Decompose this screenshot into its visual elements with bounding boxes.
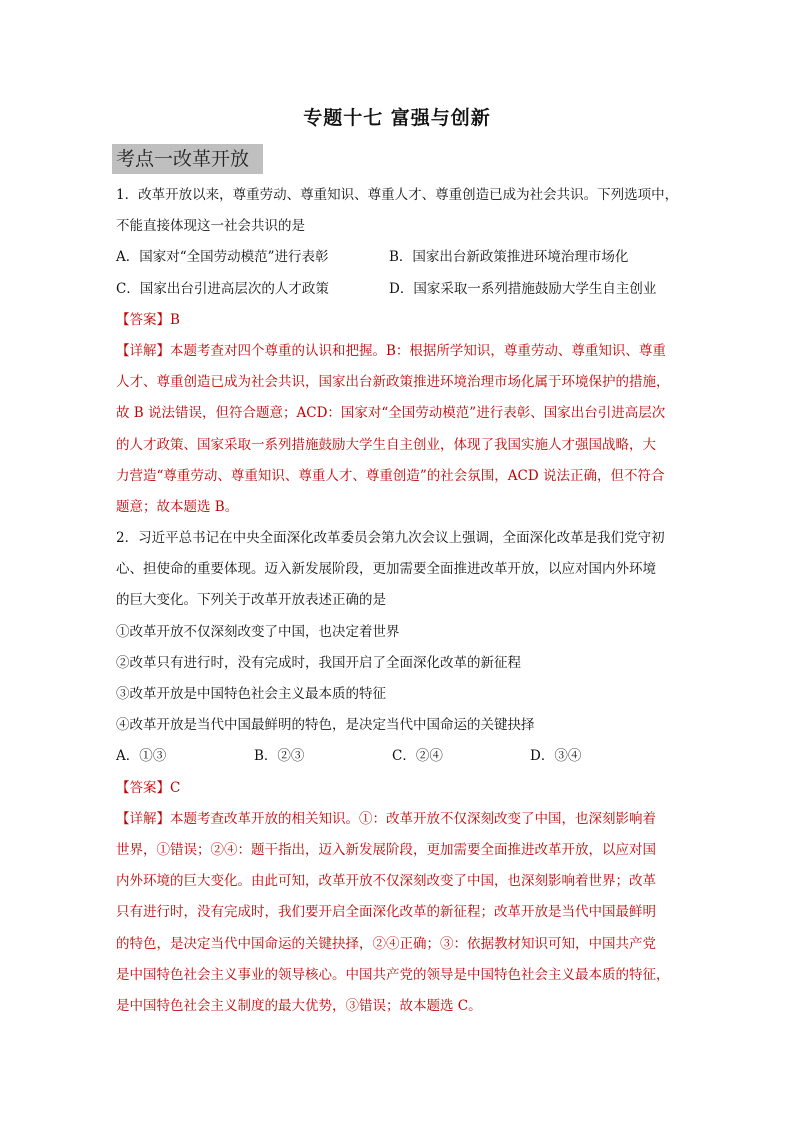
answer-value: B bbox=[170, 311, 180, 328]
q2-statement: ①改革开放不仅深刻改变了中国，也决定着世界 bbox=[116, 623, 400, 640]
q1-detail-line bbox=[116, 336, 686, 367]
q2-stem-line: 2．习近平总书记在中央全面深化改革委员会第九次会议上强调，全面深化改革是我们党守初 bbox=[116, 530, 665, 547]
q2-option-d: D．③④ bbox=[530, 748, 582, 765]
page-title: 专题十七 富强与创新 bbox=[303, 107, 491, 129]
answer-tag: 【答案】 bbox=[116, 311, 170, 328]
detail-text: 本题考查对四个尊重的认识和把握。B：根据所学知识，尊重劳动、尊重知识、尊重 bbox=[170, 342, 666, 359]
q1-option-b: B．国家出台新政策推进环境治理市场化 bbox=[389, 249, 629, 266]
q2-detail-line: 是中国特色社会主义事业的领导核心。中国共产党的领导是中国特色社会主义最本质的特征， bbox=[116, 966, 670, 983]
q2-detail-line: 世界，①错误；②④：题干指出，迈入新发展阶段，更加需要全面推进改革开放，以应对国 bbox=[116, 841, 656, 858]
q1-answer bbox=[116, 305, 686, 336]
q1-detail-line: 力营造“尊重劳动、尊重知识、尊重人才、尊重创造”的社会氛围，ACD 说法正确，但不符合 bbox=[116, 467, 665, 484]
q1-options-row bbox=[116, 242, 686, 273]
q2-answer bbox=[116, 773, 686, 804]
q2-detail-line: 的特色，是决定当代中国命运的关键抉择，②④正确；③：依据教材知识可知，中国共产党 bbox=[116, 935, 656, 952]
section-heading: 考点一改革开放 bbox=[112, 144, 263, 174]
detail-tag: 【详解】 bbox=[116, 342, 170, 359]
answer-value: C bbox=[170, 779, 181, 796]
q1-stem-line: 不能直接体现这一社会共识的是 bbox=[116, 218, 305, 235]
content-body bbox=[116, 180, 686, 1022]
detail-tag: 【详解】 bbox=[116, 810, 170, 827]
q2-detail-line: 只有进行时，没有完成时，我们要开启全面深化改革的新征程；改革开放是当代中国最鲜明 bbox=[116, 904, 656, 921]
q2-detail-line bbox=[116, 804, 686, 835]
q2-stem-line: 的巨大变化。下列关于改革开放表述正确的是 bbox=[116, 592, 386, 609]
q2-option-b: B．②③ bbox=[254, 748, 305, 765]
detail-text: 本题考查改革开放的相关知识。①：改革开放不仅深刻改变了中国，也深刻影响着 bbox=[170, 810, 656, 827]
q2-statement: ②改革只有进行时，没有完成时，我国开启了全面深化改革的新征程 bbox=[116, 654, 521, 671]
q1-detail-line: 故 B 说法错误，但符合题意；ACD：国家对“全国劳动模范”进行表彰、国家出台引进高层次 bbox=[116, 405, 666, 422]
answer-tag: 【答案】 bbox=[116, 779, 170, 796]
q2-detail-line: 内外环境的巨大变化。由此可知，改革开放不仅深刻改变了中国，也深刻影响着世界；改革 bbox=[116, 873, 656, 890]
q1-stem-line: 1．改革开放以来，尊重劳动、尊重知识、尊重人才、尊重创造已成为社会共识。下列选项中， bbox=[116, 187, 679, 203]
q1-option-c: C．国家出台引进高层次的人才政策 bbox=[116, 280, 329, 297]
q2-statement: ③改革开放是中国特色社会主义最本质的特征 bbox=[116, 686, 386, 702]
q1-detail-line: 人才、尊重创造已成为社会共识，国家出台新政策推进环境治理市场化属于环境保护的措施， bbox=[116, 374, 670, 391]
q1-options-row bbox=[116, 274, 686, 305]
q2-options-row bbox=[116, 741, 686, 772]
q2-detail-line: 是中国特色社会主义制度的最大优势，③错误；故本题选 C。 bbox=[116, 997, 482, 1014]
q2-option-c: C．②④ bbox=[392, 748, 443, 765]
q1-detail-line: 题意；故本题选 B。 bbox=[116, 498, 239, 515]
q2-stem-line: 心、担使命的重要体现。迈入新发展阶段，更加需要全面推进改革开放，以应对国内外环境 bbox=[116, 561, 656, 578]
q1-option-a: A．国家对“全国劳动模范”进行表彰 bbox=[116, 249, 329, 266]
q1-detail-line: 的人才政策、国家采取一系列措施鼓励大学生自主创业，体现了我国实施人才强国战略，大 bbox=[116, 436, 656, 453]
q1-option-d: D．国家采取一系列措施鼓励大学生自主创业 bbox=[389, 280, 657, 297]
q2-statement: ④改革开放是当代中国最鲜明的特色，是决定当代中国命运的关键抉择 bbox=[116, 717, 535, 734]
q2-option-a: A．①③ bbox=[116, 748, 167, 765]
